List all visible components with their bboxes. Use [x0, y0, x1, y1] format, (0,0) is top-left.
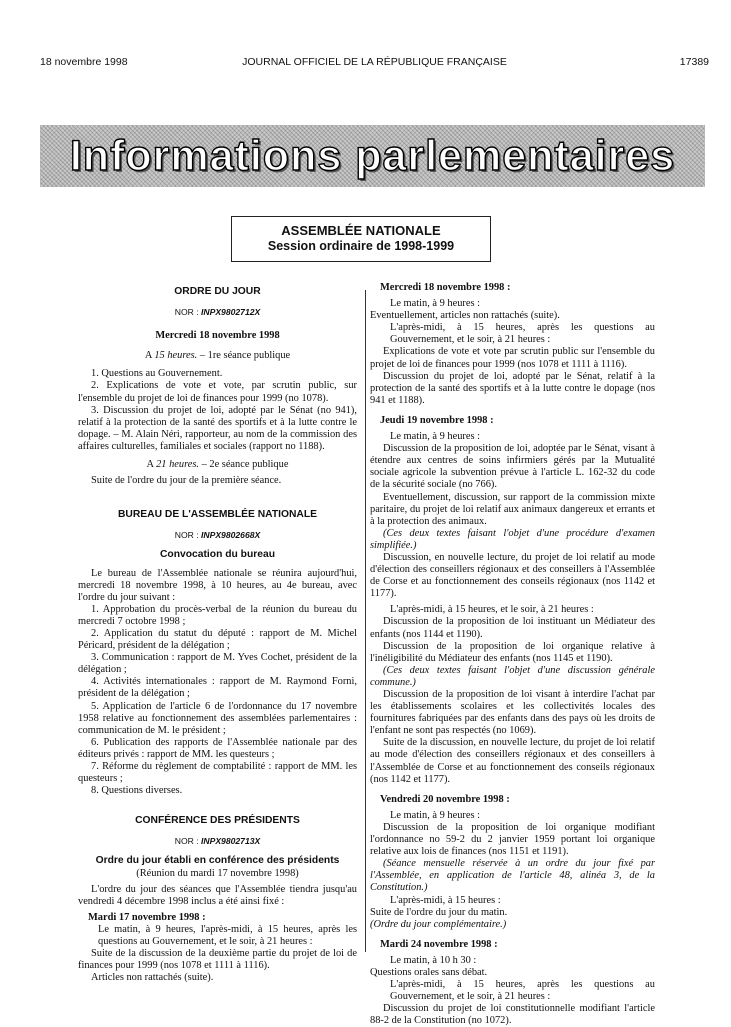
- convocation-heading: Convocation du bureau: [160, 549, 275, 561]
- left-column: [78, 282, 357, 984]
- time-slot: L'après-midi, à 15 heures, après les questions au Gouvernement, et le soir, à 21 heures :: [390, 322, 655, 346]
- sitting-line: A 21 heures. – 2e séance publique: [146, 459, 289, 471]
- bureau-item: 5. Application de l'article 6 de l'ordonnance du 17 novembre 1958 relative au fonctionnement des assemblées parlementaires : communication de M. le président ;: [78, 700, 357, 736]
- day-heading: Mercredi 18 novembre 1998 :: [380, 282, 511, 293]
- agenda-text: Suite de la discussion, en nouvelle lecture, du projet de loi relatif au mode d'élection des conseillers régionaux et des conseillers à l'Assemblée de Corse et au fonctionnement des conseils régionaux (nos 1142 et 1177).: [370, 737, 655, 785]
- session-date-heading: Mercredi 18 novembre 1998: [155, 330, 280, 342]
- agenda-text: Discussion du projet de loi, adopté par le Sénat, relatif à la protection de la santé des sportifs et à la lutte contre le dopage (nos 941 et 1188).: [370, 370, 655, 406]
- agenda-text: Discussion de la proposition de loi organique relative à l'inéligibilité du Médiateur des enfants (nos 1145 et 1190).: [370, 640, 655, 664]
- bureau-item: 7. Réforme du règlement de comptabilité : rapport de MM. les questeurs ;: [78, 761, 357, 785]
- meeting-date: (Réunion du mardi 17 novembre 1998): [136, 867, 299, 879]
- banner-title: Informations parlementaires: [69, 132, 676, 180]
- procedure-note: (Ordre du jour complémentaire.): [370, 918, 507, 930]
- procedure-note: (Séance mensuelle réservée à un ordre du jour fixé par l'Assemblée, en application de l'article 48, alinéa 3, de la Constitution.): [370, 858, 655, 894]
- day-heading: Vendredi 20 novembre 1998 :: [380, 793, 510, 805]
- assembly-name: ASSEMBLÉE NATIONALE: [281, 223, 441, 238]
- time-slot: Le matin, à 10 h 30 :: [390, 954, 477, 966]
- conference-subheading: Ordre du jour établi en conférence des présidents: [95, 855, 340, 867]
- ordre-du-jour-heading: ORDRE DU JOUR: [174, 286, 261, 297]
- time-slot: Le matin, à 9 heures, l'après-midi, à 15 heures, après les questions au Gouvernement, et le soir, à 21 heures :: [98, 923, 357, 948]
- nor-reference: NOR : INPX9802668X: [174, 530, 261, 541]
- day-heading: Mardi 24 novembre 1998 :: [380, 938, 498, 950]
- section-banner: [40, 125, 705, 187]
- bureau-item: 8. Questions diverses.: [91, 785, 183, 797]
- bureau-item: 1. Approbation du procès-verbal de la réunion du bureau du mercredi 7 octobre 1998 ;: [78, 603, 357, 627]
- agenda-item: 1. Questions au Gouvernement.: [91, 368, 223, 380]
- running-header: [40, 56, 709, 70]
- nor-reference: NOR : INPX9802712X: [174, 307, 261, 318]
- agenda-item: 3. Discussion du projet de loi, adopté par le Sénat (no 941), relatif à la protection de la santé des sportifs et à la lutte contre le dopage. – M. Alain Néri, rapporteur, au nom de la commission des affaires culturelles, familiales et sociales (rapport no 1188).: [78, 404, 357, 452]
- time-slot: Le matin, à 9 heures :: [390, 431, 481, 443]
- agenda-text: Questions orales sans débat.: [370, 966, 488, 978]
- procedure-note: (Ces deux textes faisant l'objet d'une procédure d'examen simplifiée.): [370, 527, 655, 551]
- agenda-text: Discussion, en nouvelle lecture, du projet de loi relatif au mode d'élection des conseillers régionaux et des conseillers à l'Assemblée de Corse et au fonctionnement des conseils régionaux (nos 1142 et 1177).: [370, 551, 655, 600]
- day-heading: Mardi 17 novembre 1998 :: [88, 911, 206, 923]
- assembly-title-box: [231, 216, 491, 262]
- bureau-item: 3. Communication : rapport de M. Yves Cochet, président de la délégation ;: [78, 652, 357, 676]
- column-divider: [365, 290, 366, 952]
- agenda-text: Discussion de la proposition de loi organique modifiant l'ordonnance no 59-2 du 2 janvier 1959 portant loi organique relative aux lois de finances (nos 1151 et 1191).: [370, 821, 655, 858]
- header-journal-title: JOURNAL OFFICIEL DE LA RÉPUBLIQUE FRANÇAISE: [242, 56, 507, 68]
- agenda-text: Discussion de la proposition de loi visant à interdire l'achat par les établissements scolaires et les collectivités locales des fournitures fabriquées par des enfants dans des pays où les droits de l'enfant ne sont pas respectés (no 1069).: [370, 689, 655, 737]
- time-slot: L'après-midi, à 15 heures, et le soir, à 21 heures :: [390, 604, 594, 616]
- bureau-intro: Le bureau de l'Assemblée nationale se réunira aujourd'hui, mercredi 18 novembre 1998, à 10 heures, au 4e bureau, avec l'ordre du jour suivant :: [78, 567, 357, 603]
- conference-heading: CONFÉRENCE DES PRÉSIDENTS: [135, 815, 300, 827]
- time-slot: L'après-midi, à 15 heures, après les questions au Gouvernement, et le soir, à 21 heures :: [390, 979, 655, 1003]
- agenda-text: Eventuellement, articles non rattachés (suite).: [370, 310, 560, 322]
- agenda-text: Articles non rattachés (suite).: [91, 972, 214, 984]
- agenda-text: Suite de l'ordre du jour du matin.: [370, 906, 508, 918]
- header-date: 18 novembre 1998: [40, 56, 128, 68]
- nor-reference: NOR : INPX9802713X: [174, 836, 261, 847]
- agenda-text: Discussion du projet de loi constitutionnelle modifiant l'article 88-2 de la Constitution (no 1072).: [370, 1003, 655, 1027]
- procedure-note: (Ces deux textes faisant l'objet d'une discussion générale commune.): [370, 664, 655, 688]
- bureau-item: 4. Activités internationales : rapport de M. Raymond Forni, président de la délégation ;: [78, 676, 357, 700]
- right-column: [370, 282, 655, 1027]
- bureau-heading: BUREAU DE L'ASSEMBLÉE NATIONALE: [117, 509, 318, 521]
- agenda-text: Suite de l'ordre du jour de la première séance.: [91, 475, 282, 487]
- agenda-text: Discussion de la proposition de loi, adoptée par le Sénat, visant à étendre aux centres de soins infirmiers gérés par la Mutualité sociale agricole la subvention prévue à l'article L. 162-32 du code de la sécurité sociale (no 766).: [370, 443, 655, 491]
- header-page-number: 17389: [679, 56, 709, 68]
- agenda-text: Explications de vote et vote par scrutin public sur l'ensemble du projet de loi de finances pour 1999 (nos 1078 et 1111 à 1116).: [370, 346, 655, 370]
- agenda-item: 2. Explications de vote et vote, par scrutin public, sur l'ensemble du projet de loi de finances pour 1999 (no 1078).: [78, 380, 357, 404]
- agenda-text: Discussion de la proposition de loi instituant un Médiateur des enfants (nos 1144 et 1190).: [370, 616, 655, 640]
- time-slot: L'après-midi, à 15 heures :: [390, 894, 501, 906]
- agenda-text: Suite de la discussion de la deuxième partie du projet de loi de finances pour 1999 (nos 1078 et 1111 à 1116).: [78, 948, 357, 972]
- day-heading: Jeudi 19 novembre 1998 :: [380, 414, 494, 426]
- time-slot: Le matin, à 9 heures :: [390, 298, 481, 310]
- session-name: Session ordinaire de 1998-1999: [267, 239, 455, 253]
- sitting-line: A 15 heures. – 1re séance publique: [144, 350, 291, 362]
- bureau-item: 6. Publication des rapports de l'Assemblée nationale par des éditeurs privés : rapport de MM. les questeurs ;: [78, 736, 357, 760]
- agenda-text: Eventuellement, discussion, sur rapport de la commission mixte paritaire, du projet de loi relatif aux animaux dangereux et errants et à la protection des animaux.: [370, 491, 655, 527]
- time-slot: Le matin, à 9 heures :: [390, 809, 481, 821]
- conference-intro: L'ordre du jour des séances que l'Assemblée tiendra jusqu'au vendredi 4 décembre 1998 inclus a été ainsi fixé :: [78, 883, 357, 907]
- bureau-item: 2. Application du statut du député : rapport de M. Michel Péricard, président de la délégation ;: [78, 627, 357, 652]
